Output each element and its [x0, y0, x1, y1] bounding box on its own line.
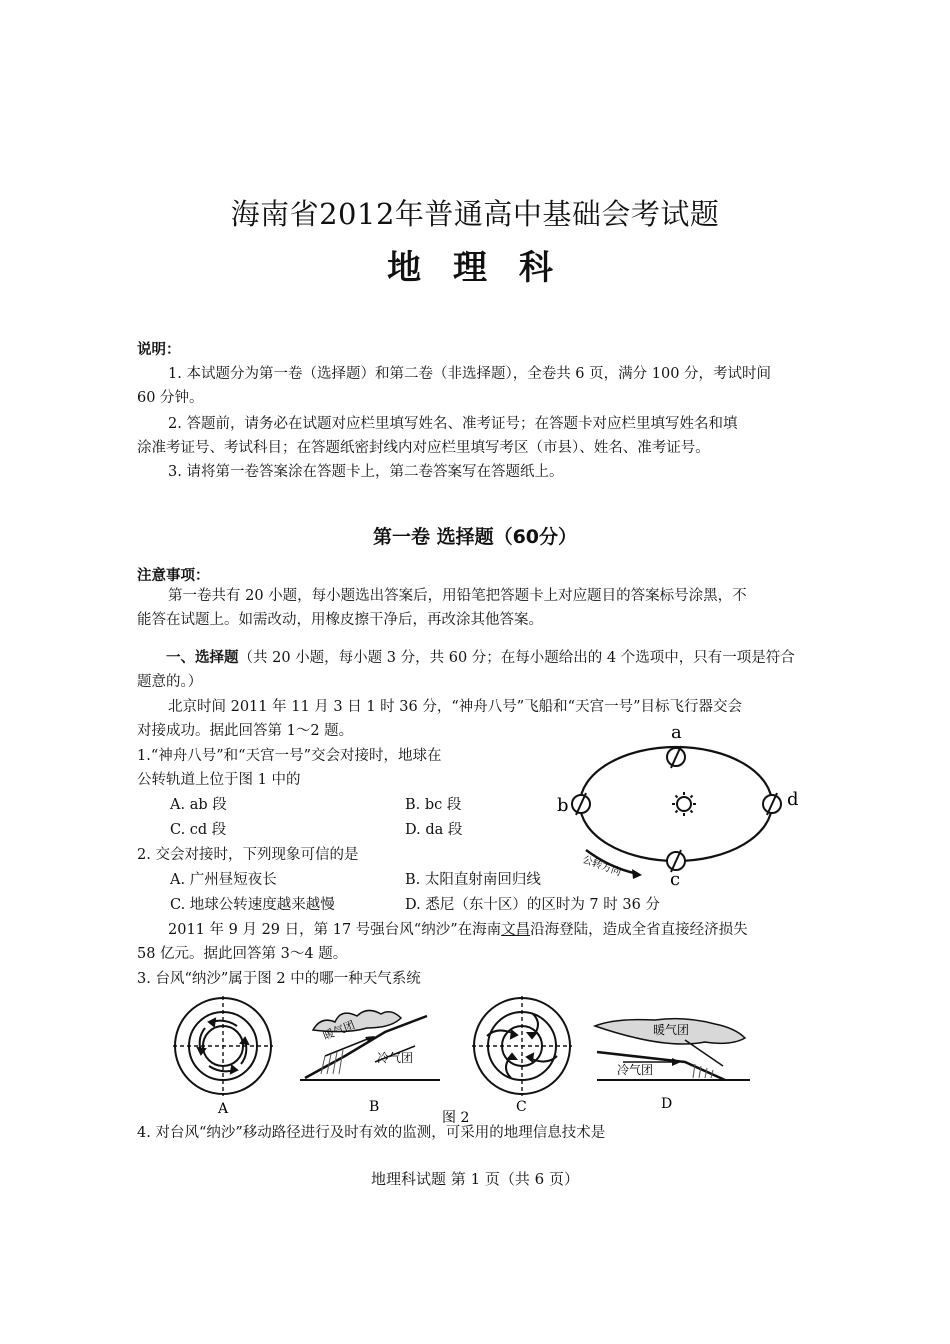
q2-option-a: A. 广州昼短夜长: [170, 872, 277, 888]
q1-option-c: C. cd 段: [170, 822, 227, 838]
instructions-heading: 说明：: [137, 342, 181, 358]
passage1-a: 北京时间 2011 年 11 月 3 日 1 时 36 分，“神舟八号”飞船和“天宫一号”目标飞行器交会: [168, 699, 742, 715]
q2-option-b: B. 太阳直射南回归线: [405, 872, 541, 888]
notes-a: 第一卷共有 20 小题，每小题选出答案后，用铅笔把答题卡上对应题目的答案标号涂黑，不: [168, 588, 747, 604]
fig2-label-c: C: [516, 1099, 527, 1115]
earth-position-a: [667, 746, 685, 768]
passage2-a-pre: 2011 年 9 月 29 日，第 17 号强台风“纳沙”在海南: [168, 922, 502, 938]
instruction-2b: 涂准考证号、考试科目；在答题纸密封线内对应栏里填写考区（市县）、姓名、准考证号。: [137, 440, 710, 456]
q4-stem: 4. 对台风“纳沙”移动路径进行及时有效的监测，可采用的地理信息技术是: [137, 1125, 606, 1141]
fig2-label-a: A: [218, 1101, 229, 1117]
q1-stem-a: 1.“神舟八号”和“天宫一号”交会对接时，地球在: [137, 748, 442, 764]
q1-option-d: D. da 段: [405, 822, 463, 838]
orbit-label-c: c: [670, 869, 681, 887]
instruction-2a: 2. 答题前，请务必在试题对应栏里填写姓名、准考证号；在答题卡对应栏里填写姓名和填: [168, 416, 738, 432]
passage1-b: 对接成功。据此回答第 1～2 题。: [137, 723, 354, 739]
notes-heading: 注意事项：: [137, 568, 210, 584]
q2-option-c: C. 地球公转速度越来越慢: [170, 897, 335, 913]
passage2-a: [168, 918, 748, 942]
section-title: 第一卷 选择题（60分）: [372, 526, 578, 548]
part-intro: [166, 646, 795, 670]
part-desc-a: （共 20 小题，每小题 3 分，共 60 分；在每小题给出的 4 个选项中，只有一项是符合: [238, 650, 795, 666]
q3-stem: 3. 台风“纳沙”属于图 2 中的哪一种天气系统: [137, 971, 421, 987]
fig2-label-d: D: [661, 1096, 673, 1112]
fig2-d-warm: 暖气团: [653, 1023, 690, 1037]
q1-option-a: A. ab 段: [170, 797, 227, 813]
fig2-b-warm: 暖气团: [321, 1018, 357, 1043]
fig2-b-cold: 冷气团: [377, 1051, 414, 1065]
earth-position-b: [572, 793, 590, 815]
weather-system-c: [472, 996, 572, 1096]
orbit-label-a: a: [671, 722, 682, 743]
earth-position-d: [763, 793, 781, 815]
fig2-label-b: B: [369, 1099, 380, 1115]
passage2-b: 58 亿元。据此回答第 3～4 题。: [137, 946, 348, 962]
figure-2-weather-systems: [165, 996, 765, 1124]
figure-1-orbit-diagram: [550, 722, 815, 887]
instruction-1a: 1. 本试题分为第一卷（选择题）和第二卷（非选择题），全卷共 6 页，满分 100 分，考试时间: [168, 366, 772, 382]
orbit-label-b: b: [557, 795, 569, 816]
instruction-3: 3. 请将第一卷答案涂在答题卡上，第二卷答案写在答题纸上。: [168, 464, 564, 480]
fig2-d-cold: 冷气团: [617, 1063, 654, 1077]
q2-stem: 2. 交会对接时，下列现象可信的是: [137, 847, 359, 863]
subject-title: 地 理 科: [387, 248, 563, 288]
passage2-a-post: 沿海登陆，造成全省直接经济损失: [530, 922, 748, 938]
weather-system-b: [300, 1010, 440, 1080]
exam-title: 海南省2012年普通高中基础会考试题: [230, 197, 720, 231]
q1-option-b: B. bc 段: [405, 797, 462, 813]
instruction-1b: 60 分钟。: [137, 390, 204, 406]
passage2-place: 文昌: [501, 922, 531, 938]
fig2-caption: 图 2: [442, 1110, 470, 1124]
weather-system-a: [173, 996, 273, 1096]
q2-option-d: D. 悉尼（东十区）的区时为 7 时 36 分: [405, 897, 660, 913]
part-desc-b: 题意的。）: [137, 674, 203, 690]
orbit-label-d: d: [787, 789, 799, 810]
page-footer: 地理科试题 第 1 页（共 6 页）: [371, 1170, 579, 1188]
part-label: 一、选择题: [166, 650, 239, 666]
orbit-direction-label: 公转方向: [580, 854, 623, 879]
q1-stem-b: 公转轨道上位于图 1 中的: [137, 772, 301, 788]
notes-b: 能答在试题上。如需改动，用橡皮擦干净后，再改涂其他答案。: [137, 612, 543, 628]
